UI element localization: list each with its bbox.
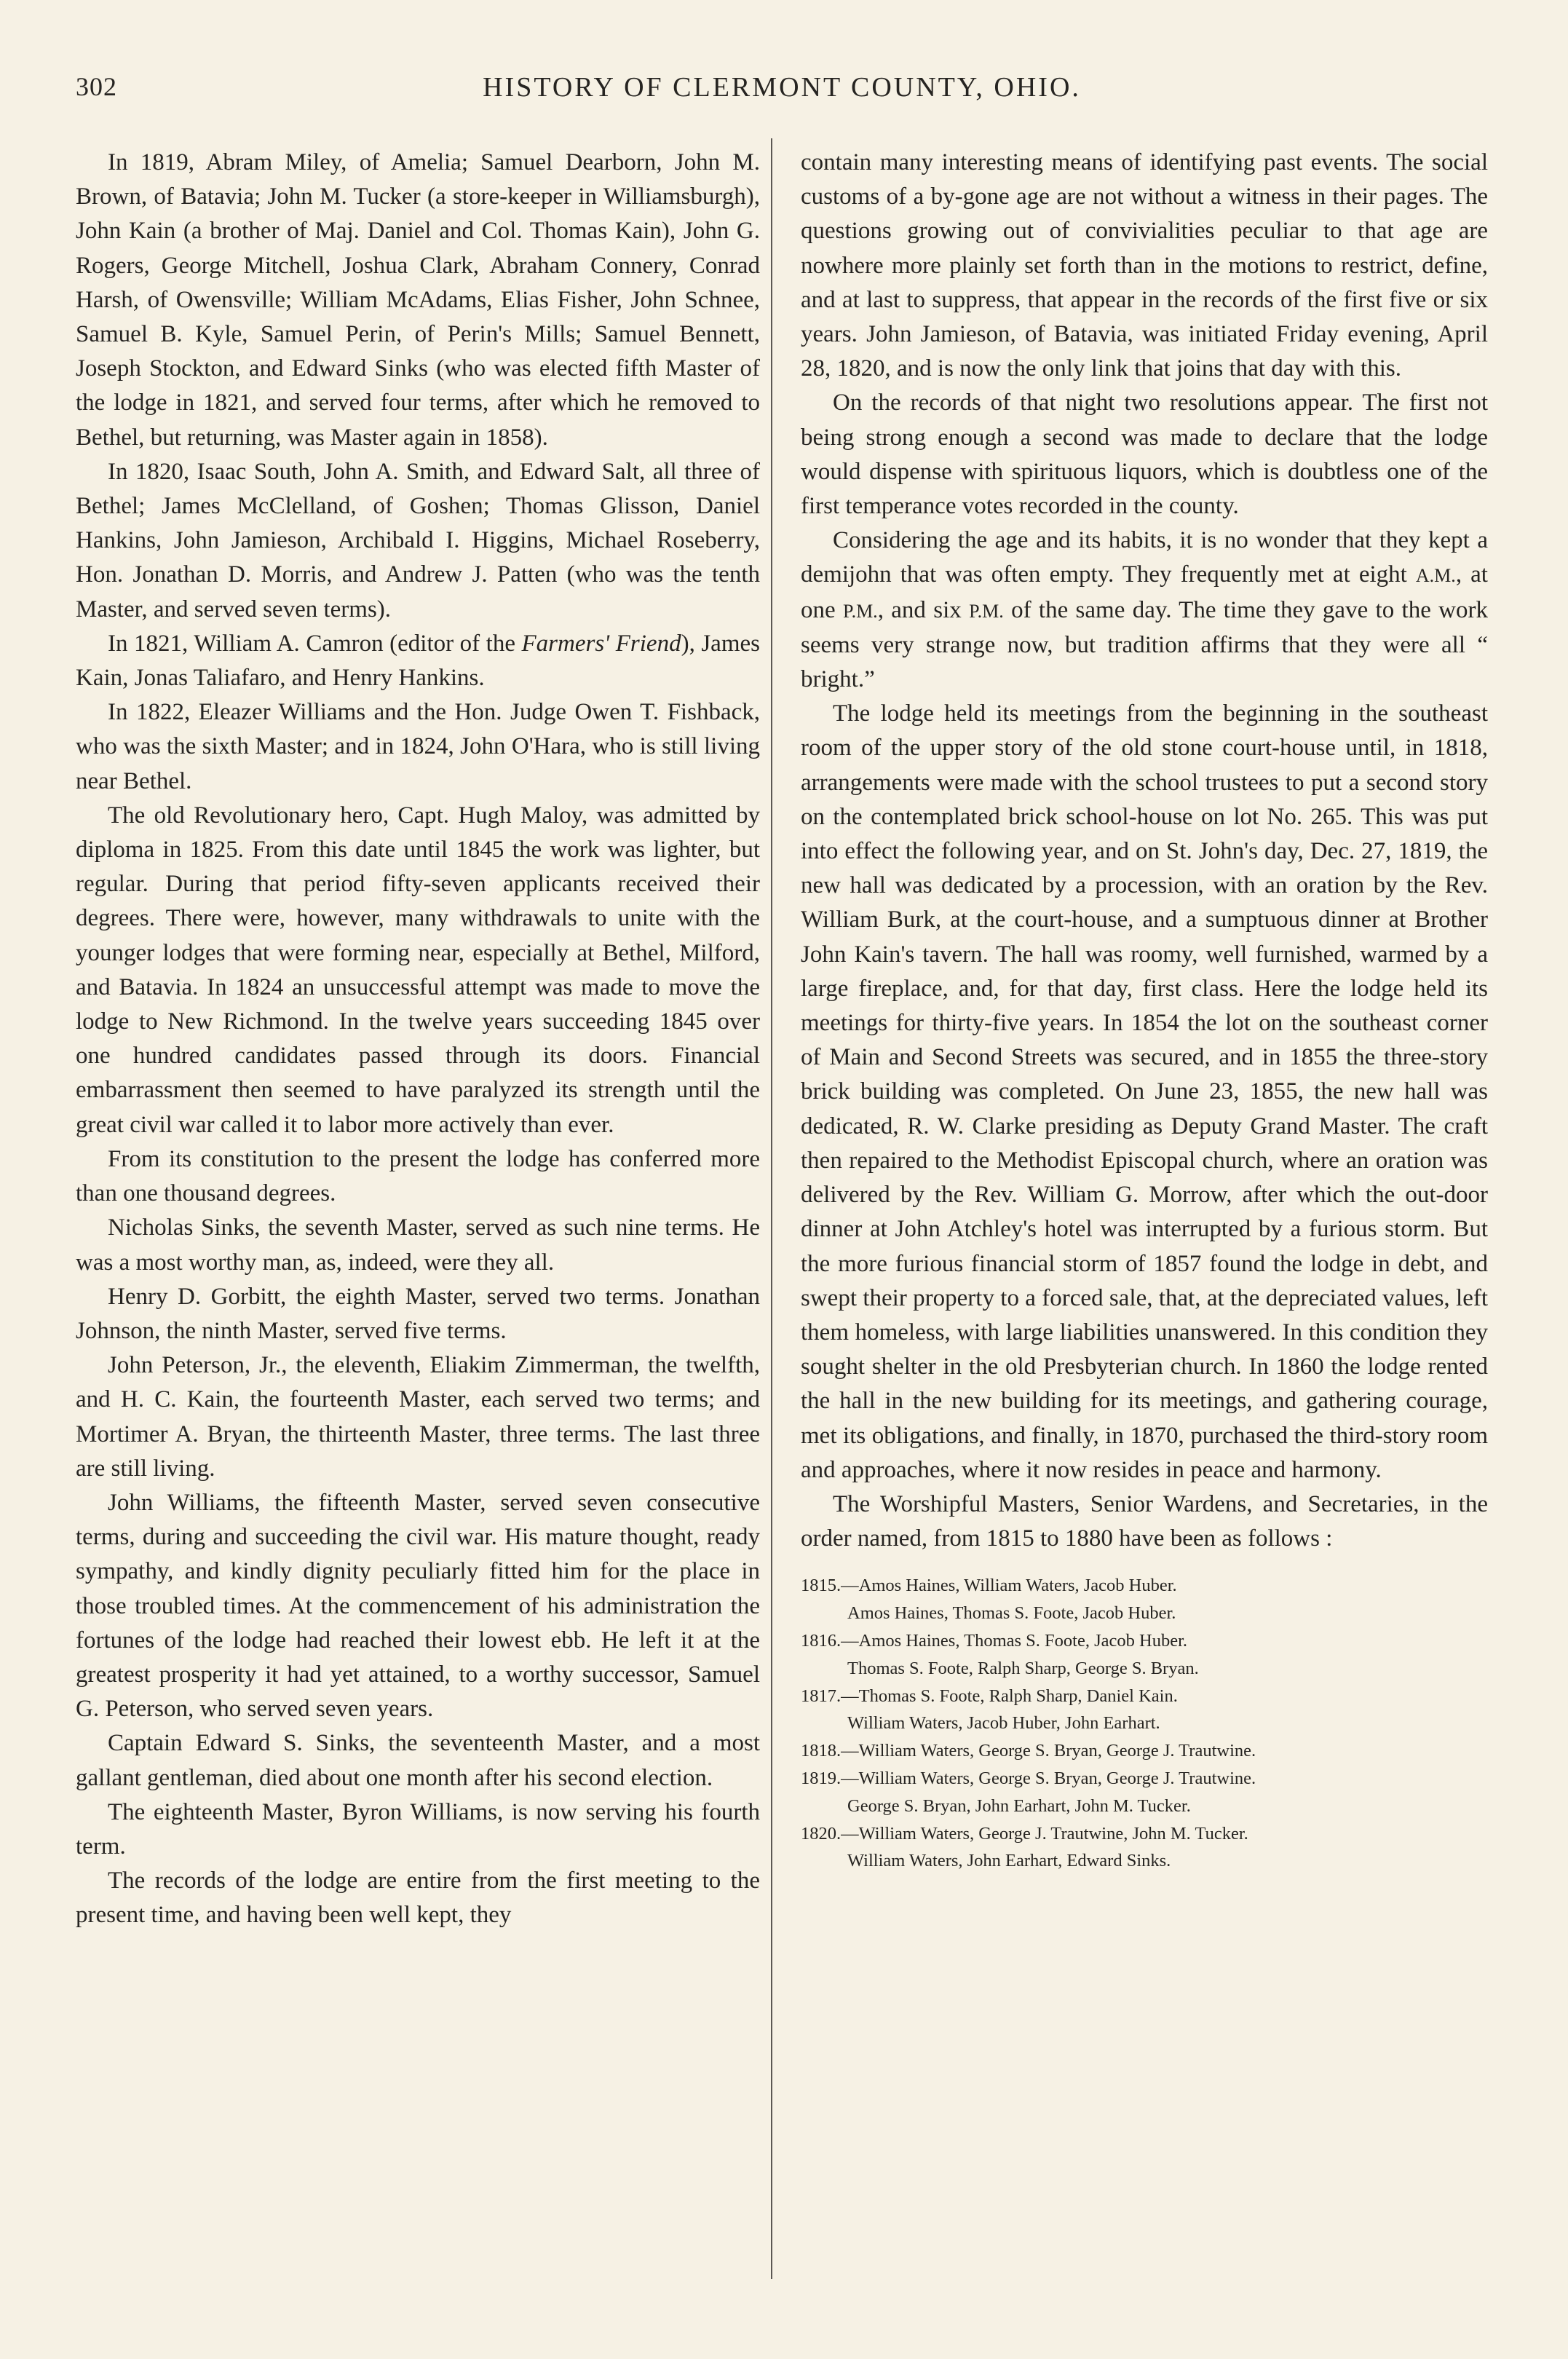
paragraph: The records of the lodge are entire from the first meeting to the present time, and having been well kept, they (76, 1868, 760, 1929)
roster-year: 1815. (801, 1576, 842, 1596)
paragraph: The lodge held its meetings from the beginning in the southeast room of the upper story of the old stone court-house until, in 1818, arrangements were made with the school trustees to put a second story on the contemplated brick school-house on lot No. 265. This was put into effect the following year, and on St. John's day, Dec. 27, 1819, the new hall was dedicated by a procession, with an oration by the Rev. William Burk, at the court-house, and a sumptuous dinner at Brother John Kain's tavern. The hall was roomy, well furnished, warmed by a large fireplace, and, for that day, first class. Here the lodge held its meetings for thirty-five years. In 1854 the lot on the southeast corner of Main and Second Streets was secured, and in 1855 the three-story brick building was completed. On June 23, 1855, the new hall was dedicated, R. W. Clarke presiding as Deputy Grand Master. The craft then repaired to the Methodist Episcopal church, where an oration was delivered by the Rev. William G. Morrow, after which the out-door dinner at John Atchley's hotel was interrupted by a furious storm. But the more furious financial storm of 1857 found the lodge in debt, and swept their property to a forced sale, that, at the depreciated values, left them homeless, with large liabilities unanswered. In this condition they sought shelter in the old Presbyterian church. In 1860 the lodge rented the hall in the new building for its meetings, and gathering courage, met its obligations, and finally, in 1870, purchased the third-story room and approaches, where it now resides in peace and harmony. (801, 700, 1488, 1483)
roster-year: 1816. (801, 1630, 842, 1651)
roster-line: William Waters, John Earhart, Edward Sinks. (847, 1851, 1171, 1871)
roster-line: William Waters, Jacob Huber, John Earhart. (847, 1713, 1160, 1734)
paragraph: The eighteenth Master, Byron Williams, is now serving his fourth term. (76, 1798, 760, 1860)
roster-line: —William Waters, George J. Trautwine, John M. Tucker. (841, 1823, 1248, 1844)
roster-entry (801, 1627, 1488, 1655)
paragraph: On the records of that night two resolutions appear. The first not being strong enough a second was made to declare that the lodge would dispense with spirituous liquors, which is doubtless one of the first temperance votes recorded in the county. (801, 390, 1488, 520)
roster-entry (801, 1820, 1488, 1848)
paragraph: In 1819, Abram Miley, of Amelia; Samuel Dearborn, John M. Brown, of Batavia; John M. Tucker (a store-keeper in Williamsburgh), John Kain (a brother of Maj. Daniel and Col. Thomas Kain), John G. Rogers, George Mitchell, Joshua Clark, Abraham Connery, Conrad Harsh, of Owensville; William McAdams, Elias Fisher, John Schnee, Samuel B. Kyle, Samuel Perin, of Perin's Mills; Samuel Bennett, Joseph Stockton, and Edward Sinks (who was elected fifth Master of the lodge in 1821, and served four terms, after which he removed to Bethel, but returning, was Master again in 1858). (76, 149, 760, 451)
roster-line: —William Waters, George S. Bryan, George J. Trautwine. (841, 1768, 1256, 1788)
paragraph: Henry D. Gorbitt, the eighth Master, served two terms. Jonathan Johnson, the ninth Master, served five terms. (76, 1283, 760, 1344)
italic-title: Farmers' Friend (521, 630, 681, 657)
paragraph: In 1820, Isaac South, John A. Smith, and Edward Salt, all three of Bethel; James McClelland, of Goshen; Thomas Glisson, Daniel Hankins, John Jamieson, Archibald I. Higgins, Michael Roseberry, Hon. Jonathan D. Morris, and Andrew J. Patten (who was the tenth Master, and served seven terms). (76, 458, 760, 623)
roster-year: 1817. (801, 1686, 842, 1706)
paragraph: The old Revolutionary hero, Capt. Hugh Maloy, was admitted by diploma in 1825. From this date until 1845 the work was lighter, but regular. During that period fifty-seven applicants received their degrees. There were, however, many withdrawals to unite with the younger lodges that were forming near, especially at Bethel, Milford, and Batavia. In 1824 an unsuccessful attempt was made to move the lodge to New Richmond. In the twelve years succeeding 1845 over one hundred candidates passed through its doors. Financial embarrassment then seemed to have paralyzed its strength until the great civil war called it to labor more actively than ever. (76, 802, 760, 1138)
paragraph-continued: contain many interesting means of identifying past events. The social customs of a by-gone age are not without a witness in their pages. The questions growing out of convivialities peculiar to that age are nowhere more plainly set forth than in the motions to restrict, define, and at last to suppress, that appear in the records of the first five or six years. John Jamieson, of Batavia, was initiated Friday evening, April 28, 1820, and is now the only link that joins that day with this. (801, 149, 1488, 382)
small-caps: P.M. (969, 600, 1004, 622)
roster-line: George S. Bryan, John Earhart, John M. Tucker. (847, 1795, 1191, 1816)
roster-line: —Thomas S. Foote, Ralph Sharp, Daniel Kain. (841, 1686, 1178, 1706)
paragraph: John Williams, the fifteenth Master, served seven consecutive terms, during and succeeding the civil war. His mature thought, ready sympathy, and kindly dignity peculiarly fitted him for the place in those troubled times. At the commencement of his administration the fortunes of the lodge had reached their lowest ebb. He left it at the greatest prosperity it had yet attained, to a worthy successor, Samuel G. Peterson, who served seven years. (76, 1489, 760, 1723)
roster-entry (801, 1572, 1488, 1600)
left-column (76, 146, 760, 1933)
running-head: HISTORY OF CLERMONT COUNTY, OHIO. (483, 72, 1081, 103)
roster-entry (801, 1737, 1488, 1765)
text: In 1821, William A. Camron (editor of the (108, 630, 522, 657)
paragraph: In 1822, Eleazer Williams and the Hon. Judge Owen T. Fishback, who was the sixth Master; and in 1824, John O'Hara, who is still living near Bethel. (76, 699, 760, 794)
text: of the same day. The time they gave to the work seems very strange now, but tradition affirms that they were all “ bright.” (801, 596, 1488, 693)
text: Considering the age and its habits, it is no wonder that they kept a demijohn that was often empty. They frequently met at eight (801, 527, 1488, 588)
roster-line: Amos Haines, Thomas S. Foote, Jacob Huber. (847, 1603, 1176, 1624)
roster-line: —Amos Haines, William Waters, Jacob Huber. (841, 1576, 1177, 1596)
text: , and six (877, 596, 970, 623)
small-caps: A.M. (1415, 565, 1456, 587)
roster-line: Thomas S. Foote, Ralph Sharp, George S. Bryan. (847, 1658, 1199, 1678)
text: ), James Kain, Jonas Taliafaro, and Henry Hankins. (76, 630, 760, 692)
right-column (801, 146, 1488, 1875)
page-header (76, 71, 1488, 115)
roster-year: 1818. (801, 1741, 842, 1761)
paragraph: Captain Edward S. Sinks, the seventeenth Master, and a most gallant gentleman, died about one month after his second election. (76, 1730, 760, 1791)
text: , at one (801, 561, 1488, 623)
roster-year: 1820. (801, 1823, 842, 1844)
roster-year: 1819. (801, 1768, 842, 1788)
column-divider (771, 138, 772, 2279)
roster-line: —Amos Haines, Thomas S. Foote, Jacob Huber. (841, 1630, 1188, 1651)
roster-line: —William Waters, George S. Bryan, George J. Trautwine. (841, 1741, 1256, 1761)
paragraph-1821 (76, 627, 760, 695)
paragraph: The Worshipful Masters, Senior Wardens, and Secretaries, in the order named, from 1815 to 1880 have been as follows : (801, 1490, 1488, 1552)
paragraph: Nicholas Sinks, the seventh Master, served as such nine terms. He was a most worthy man, as, indeed, were they all. (76, 1214, 760, 1276)
small-caps: P.M. (842, 600, 878, 622)
masters-roster (801, 1572, 1488, 1875)
paragraph: From its constitution to the present the lodge has conferred more than one thousand degrees. (76, 1145, 760, 1207)
roster-entry (801, 1683, 1488, 1710)
paragraph: John Peterson, Jr., the eleventh, Eliakim Zimmerman, the twelfth, and H. C. Kain, the fourteenth Master, each served two terms; and Mortimer A. Bryan, the thirteenth Master, three terms. The last three are still living. (76, 1352, 760, 1482)
page-number: 302 (76, 72, 117, 101)
roster-entry (801, 1765, 1488, 1793)
paragraph-habits (801, 523, 1488, 697)
